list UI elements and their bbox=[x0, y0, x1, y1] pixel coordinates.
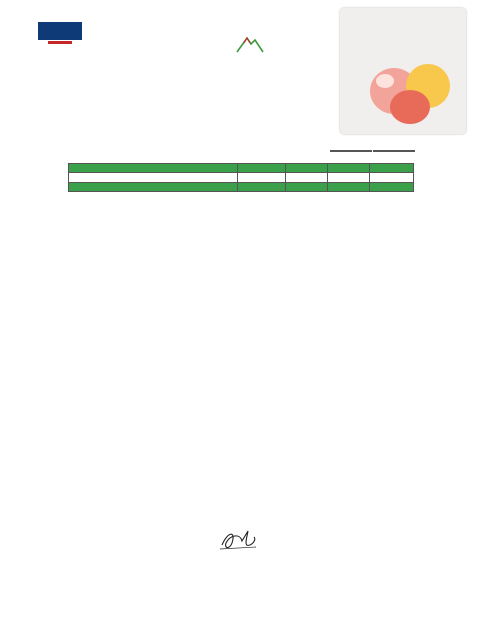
altitude-logo bbox=[195, 35, 305, 58]
mountain-icon bbox=[235, 35, 265, 53]
results-table bbox=[68, 163, 414, 192]
totals-header bbox=[69, 182, 414, 191]
extraction-date bbox=[330, 150, 372, 152]
column-header-row bbox=[69, 173, 414, 182]
product-photo bbox=[340, 8, 466, 134]
table-header bbox=[69, 164, 414, 173]
signature-image bbox=[218, 527, 258, 555]
chart-legend bbox=[72, 463, 432, 507]
anab-logo bbox=[38, 22, 82, 45]
analysis-date bbox=[373, 150, 415, 152]
